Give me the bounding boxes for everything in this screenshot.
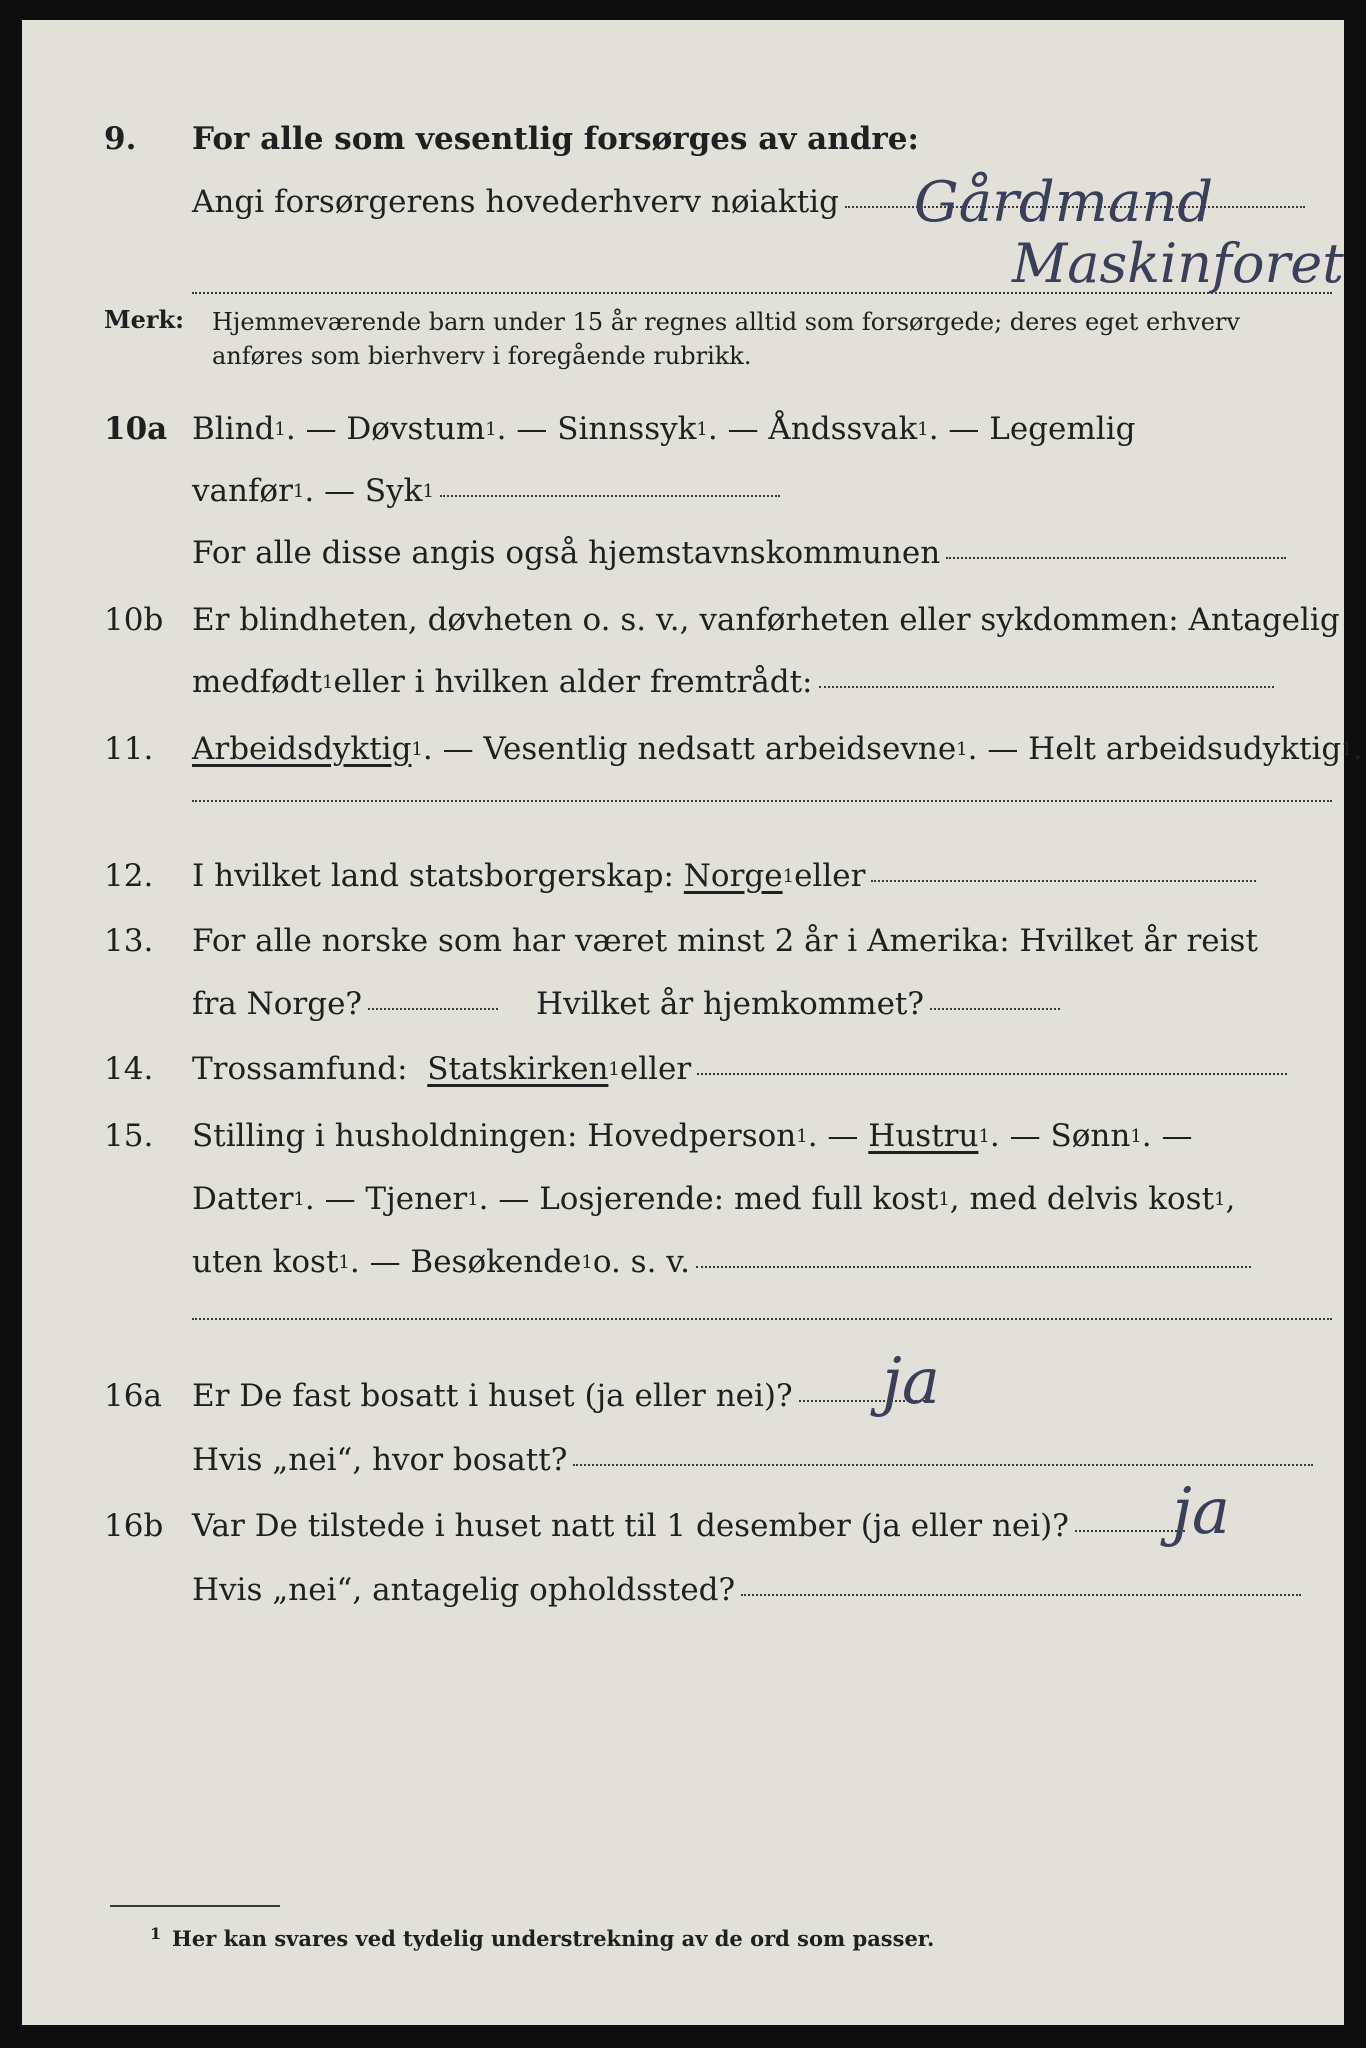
q16b-opholdssted-fill <box>741 1593 1301 1596</box>
q14-number: 14. <box>104 1051 154 1087</box>
q9-row-1 <box>22 115 1344 163</box>
q10a-row-1: 10a Blind $^1$ . — Døvstum $^1$ . — Sinnssyk $^1$ . — Åndssvak $^1$ . — Legemlig <box>22 405 1344 453</box>
q15-extra-line <box>192 1318 1332 1320</box>
q10a-syk: . — Syk <box>304 473 423 509</box>
q12-eller: eller <box>794 858 866 894</box>
q15-tjener: . — Tjener <box>304 1181 468 1217</box>
q9-title: For alle som vesentlig forsørges av andre: <box>192 121 919 157</box>
census-form-page <box>22 20 1363 2025</box>
q14-statskirken: Statskirken <box>427 1051 609 1087</box>
q10b-number: 10b <box>104 602 164 638</box>
q15-fill <box>696 1265 1251 1268</box>
footnote-rule <box>110 1905 280 1907</box>
q10a-number: 10a <box>104 411 168 447</box>
q16a-hvor-bosatt: Hvis „nei“, hvor bosatt? <box>192 1442 568 1478</box>
q16b-question: Var De tilstede i huset natt til 1 desember (ja eller nei)? <box>192 1508 1069 1544</box>
q10b-row-2: medfødt $^1$ eller i hvilken alder fremtrådt: <box>22 658 1344 706</box>
q12-norge: Norge <box>683 858 783 894</box>
q14-eller: eller <box>619 1051 692 1087</box>
q15-full-kost: . — Losjerende: med full kost <box>478 1181 939 1217</box>
merk-text: Hjemmeværende barn under 15 år regnes alltid som forsørgede; deres eget erhverv anføres som bierhverv i foregående rubrikk. <box>212 308 1240 370</box>
q10a-hjemstavn-fill <box>946 556 1286 559</box>
q10a-row-2: vanfør $^1$ . — Syk $^1$ <box>22 467 1344 515</box>
q15-besokende: . — Besøkende <box>349 1244 582 1280</box>
q15-row-1: 15. Stilling i husholdningen: Hovedperson $^1$ . — Hustru $^1$ . — Sønn $^1$ . — <box>22 1112 1344 1160</box>
q13-row-2 <box>22 980 1344 1028</box>
q15-osv: o. s. v. <box>592 1244 690 1280</box>
q15-uten-kost: uten kost <box>192 1244 339 1280</box>
q15-number: 15. <box>104 1118 154 1154</box>
q13-number: 13. <box>104 923 154 959</box>
q10b-medfodt: medfødt <box>192 664 323 700</box>
q16b-row-1 <box>22 1502 1344 1550</box>
q13-line1: For alle norske som har været minst 2 år i Amerika: Hvilket år reist <box>192 923 1258 959</box>
q13-reist-fill <box>368 1007 498 1010</box>
footnote-mark: 1 <box>150 1924 162 1943</box>
q15-hustru: Hustru <box>868 1118 979 1154</box>
merk-label: Merk: <box>104 305 184 334</box>
q15-row-3: uten kost $^1$ . — Besøkende $^1$ o. s. v. <box>22 1238 1344 1286</box>
q10b-line1: Er blindheten, døvheten o. s. v., vanførheten eller sykdommen: Antagelig <box>192 602 1340 638</box>
q10b-fill <box>819 685 1274 688</box>
q16b-opholdssted: Hvis „nei“, antagelig opholdssted? <box>192 1572 736 1608</box>
q16a-row-2 <box>22 1436 1344 1484</box>
q15-delvis-kost: , med delvis kost <box>949 1181 1215 1217</box>
q10b-row-1 <box>22 596 1344 644</box>
q13-hjemkommet: Hvilket år hjemkommet? <box>536 986 925 1022</box>
q10a-syk-fill <box>440 494 780 497</box>
q10b-alder: eller i hvilken alder fremtrådt: <box>333 664 813 700</box>
q9-handwritten-answer-2: Maskinforet <box>1012 232 1344 295</box>
q12-row: 12. I hvilket land statsborgerskap: Norge $^1$ eller <box>22 852 1344 900</box>
q16a-question: Er De fast bosatt i huset (ja eller nei)? <box>192 1378 793 1414</box>
q16a-row-1 <box>22 1372 1344 1420</box>
q13-reist: fra Norge? <box>192 986 363 1022</box>
q12-number: 12. <box>104 858 154 894</box>
q14-row: 14. Trossamfund: Statskirken $^1$ eller <box>22 1045 1344 1093</box>
q16b-row-2 <box>22 1566 1344 1614</box>
q16b-handwritten-answer: ja <box>1172 1475 1230 1549</box>
q15-datter: Datter <box>192 1181 294 1217</box>
q16a-handwritten-answer: ja <box>882 1345 940 1419</box>
q11-nedsatt: . — Vesentlig nedsatt arbeidsevne <box>422 731 957 767</box>
footnote-text: Her kan svares ved tydelig understrekning av de ord som passer. <box>172 1926 935 1951</box>
q11-number: 11. <box>104 731 154 767</box>
q11-row: 11. Arbeidsdyktig $^1$ . — Vesentlig nedsatt arbeidsevne $^1$ . — Helt arbeidsudyktig $^1$ . <box>22 725 1344 773</box>
q10a-sinnssyk: . — Sinnssyk <box>496 411 697 447</box>
q11-arbeidsdyktig: Arbeidsdyktig <box>192 731 412 767</box>
q13-hjemkommet-fill <box>930 1007 1060 1010</box>
q15-hovedperson: Stilling i husholdningen: Hovedperson <box>192 1118 797 1154</box>
q10a-dovstum: . — Døvstum <box>285 411 486 447</box>
q16a-number: 16a <box>104 1378 162 1414</box>
q14-label: Trossamfund: <box>192 1051 408 1087</box>
q10a-blind: Blind <box>192 411 275 447</box>
q11-extra-line <box>192 800 1332 802</box>
q14-fill <box>697 1072 1287 1075</box>
q10a-vanfor: vanfør <box>192 473 293 509</box>
q16b-fill <box>1075 1529 1185 1532</box>
q16b-number: 16b <box>104 1508 164 1544</box>
q16a-hvor-fill <box>573 1463 1313 1466</box>
q10a-andssvak: . — Åndssvak <box>707 411 918 447</box>
q9-line2: Angi forsørgerens hovederhverv nøiaktig <box>192 184 839 220</box>
q10a-row-3 <box>22 529 1344 577</box>
q12-label: I hvilket land statsborgerskap: <box>192 858 674 894</box>
q9-handwritten-answer-1: Gårdmand <box>914 170 1214 235</box>
q12-fill <box>871 879 1256 882</box>
q13-row-1 <box>22 917 1344 965</box>
q11-udyktig: . — Helt arbeidsudyktig <box>967 731 1342 767</box>
q9-number: 9. <box>104 121 137 157</box>
q15-row-2: Datter $^1$ . — Tjener $^1$ . — Losjerende: med full kost $^1$ , med delvis kost $^1$ , <box>22 1175 1344 1223</box>
q10a-legemlig: . — Legemlig <box>928 411 1136 447</box>
q9-extra-line <box>192 292 1332 294</box>
q10a-hjemstavn: For alle disse angis også hjemstavnskommunen <box>192 535 941 571</box>
q15-sonn: . — Sønn <box>989 1118 1131 1154</box>
